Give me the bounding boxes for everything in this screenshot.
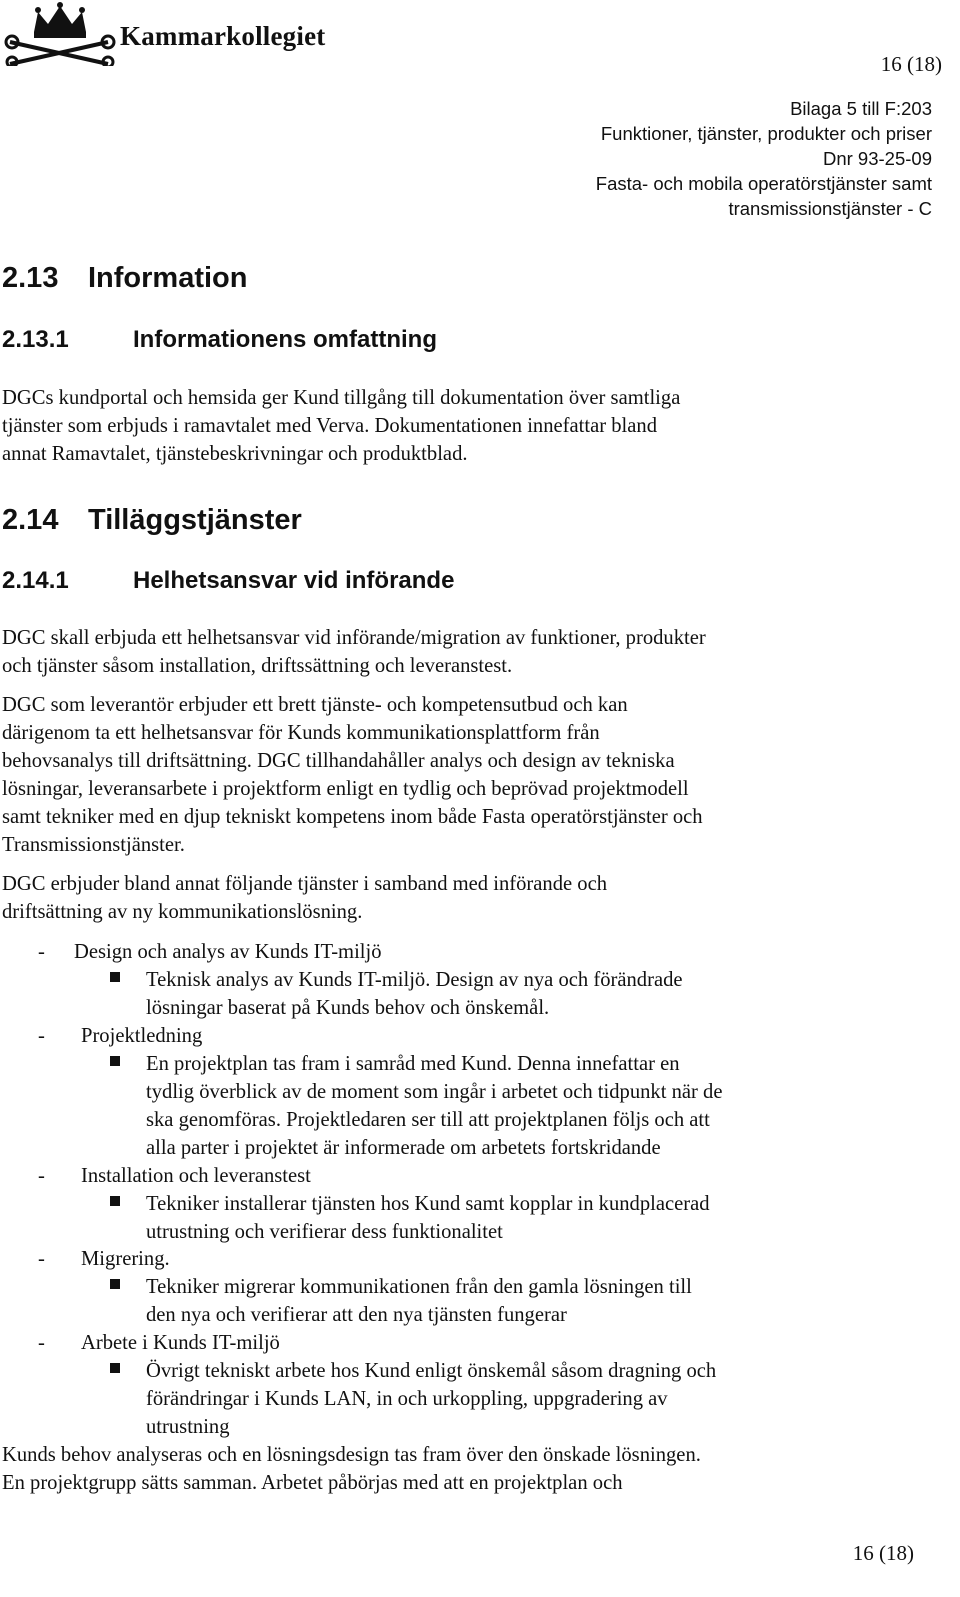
section-number: 2.13 [2, 262, 59, 294]
subsection-title: Informationens omfattning [133, 326, 437, 353]
text-line: driftsättning av ny kommunikationslösning. [2, 901, 363, 923]
list-subitem-line: lösningar baserat på Kunds behov och önskemål. [146, 997, 550, 1019]
section-number: 2.14 [2, 504, 59, 536]
text-line: lösningar, leveransarbete i projektform enligt en tydlig och beprövad projektmodell [2, 778, 689, 800]
list-dash: - [38, 1025, 45, 1047]
paragraph [2, 870, 932, 926]
crown-keys-icon [4, 2, 116, 66]
text-line: Transmissionstjänster. [2, 834, 185, 856]
list-item-label: Installation och leveranstest [81, 1165, 311, 1187]
list-subitem-line: Tekniker migrerar kommunikationen från den gamla lösningen till [146, 1276, 692, 1298]
list-item-label: Design och analys av Kunds IT-miljö [74, 941, 382, 963]
section-title: Information [88, 262, 248, 294]
meta-line: Fasta- och mobila operatörstjänster samt [595, 173, 932, 194]
meta-line: Dnr 93-25-09 [822, 148, 932, 169]
paragraph [2, 384, 932, 468]
text-line: DGC skall erbjuda ett helhetsansvar vid införande/migration av funktioner, produkter [2, 627, 706, 649]
text-line: och tjänster såsom installation, driftssättning och leveranstest. [2, 655, 513, 677]
paragraph [2, 691, 932, 859]
document-meta [596, 96, 932, 221]
square-bullet-icon [110, 1056, 120, 1066]
list-subitem-line: En projektplan tas fram i samråd med Kund. Denna innefattar en [146, 1053, 680, 1075]
text-line: därigenom ta ett helhetsansvar för Kunds kommunikationsplattform från [2, 722, 600, 744]
list-subitem-line: Övrigt tekniskt arbete hos Kund enligt önskemål såsom dragning och [146, 1360, 717, 1382]
paragraph [2, 1441, 932, 1497]
list-subitem-line: alla parter i projektet är informerade om arbetets fortskridande [146, 1137, 661, 1159]
kammarkollegiet-logo [4, 2, 325, 66]
list-subitem-line: tydlig överblick av de moment som ingår i arbetet och tidpunkt när de [146, 1081, 723, 1103]
subsection-heading [2, 326, 437, 354]
square-bullet-icon [110, 972, 120, 982]
section-heading [2, 504, 302, 537]
text-line: DGC som leverantör erbjuder ett brett tjänste- och kompetensutbud och kan [2, 694, 628, 716]
list-dash: - [38, 1165, 45, 1187]
subsection-number: 2.13.1 [2, 326, 69, 353]
list-subitem-line: förändringar i Kunds LAN, in och urkoppling, uppgradering av [146, 1388, 668, 1410]
list-item-label: Projektledning [81, 1025, 203, 1047]
page-number-bottom: 16 (18) [852, 1541, 914, 1565]
square-bullet-icon [110, 1279, 120, 1289]
meta-line: Bilaga 5 till F:203 [790, 98, 932, 119]
text-line: behovsanalys till driftsättning. DGC tillhandahåller analys och design av tekniska [2, 750, 675, 772]
list-subitem-line: den nya och verifierar att den nya tjänsten fungerar [146, 1304, 567, 1326]
subsection-heading [2, 567, 454, 595]
text-line: En projektgrupp sätts samman. Arbetet påbörjas med att en projektplan och [2, 1472, 623, 1494]
text-line: DGC erbjuder bland annat följande tjänster i samband med införande och [2, 873, 608, 895]
paragraph [2, 624, 932, 680]
square-bullet-icon [110, 1196, 120, 1206]
subsection-title: Helhetsansvar vid införande [133, 567, 455, 594]
list-subitem-line: Teknisk analys av Kunds IT-miljö. Design av nya och förändrade [146, 969, 683, 991]
text-line: Kunds behov analyseras och en lösningsdesign tas fram över den önskade lösningen. [2, 1444, 701, 1466]
meta-line: Funktioner, tjänster, produkter och priser [600, 123, 932, 144]
list-subitem-line: Tekniker installerar tjänsten hos Kund samt kopplar in kundplacerad [146, 1193, 710, 1215]
list-dash: - [38, 941, 45, 963]
text-line: DGCs kundportal och hemsida ger Kund tillgång till dokumentation över samtliga [2, 387, 681, 409]
list-subitem-line: utrustning [146, 1416, 230, 1438]
section-heading [2, 262, 248, 295]
list-dash: - [38, 1248, 45, 1270]
list-subitem-line: utrustning och verifierar dess funktionalitet [146, 1221, 503, 1243]
list-dash: - [38, 1332, 45, 1354]
list-item-label: Arbete i Kunds IT-miljö [81, 1332, 280, 1354]
list-item-label: Migrering. [81, 1248, 170, 1270]
meta-line: transmissionstjänster - C [728, 198, 932, 219]
text-line: annat Ramavtalet, tjänstebeskrivningar och produktblad. [2, 443, 468, 465]
square-bullet-icon [110, 1363, 120, 1373]
list-subitem-line: ska genomföras. Projektledaren ser till att projektplanen följs och att [146, 1109, 710, 1131]
subsection-number: 2.14.1 [2, 567, 69, 594]
text-line: samt tekniker med en djup tekniskt kompetens inom både Fasta operatörstjänster och [2, 806, 703, 828]
text-line: tjänster som erbjuds i ramavtalet med Verva. Dokumentationen innefattar bland [2, 415, 657, 437]
section-title: Tilläggstjänster [88, 504, 302, 536]
page-number-top: 16 (18) [880, 52, 942, 76]
logo-text: Kammarkollegiet [120, 20, 326, 51]
